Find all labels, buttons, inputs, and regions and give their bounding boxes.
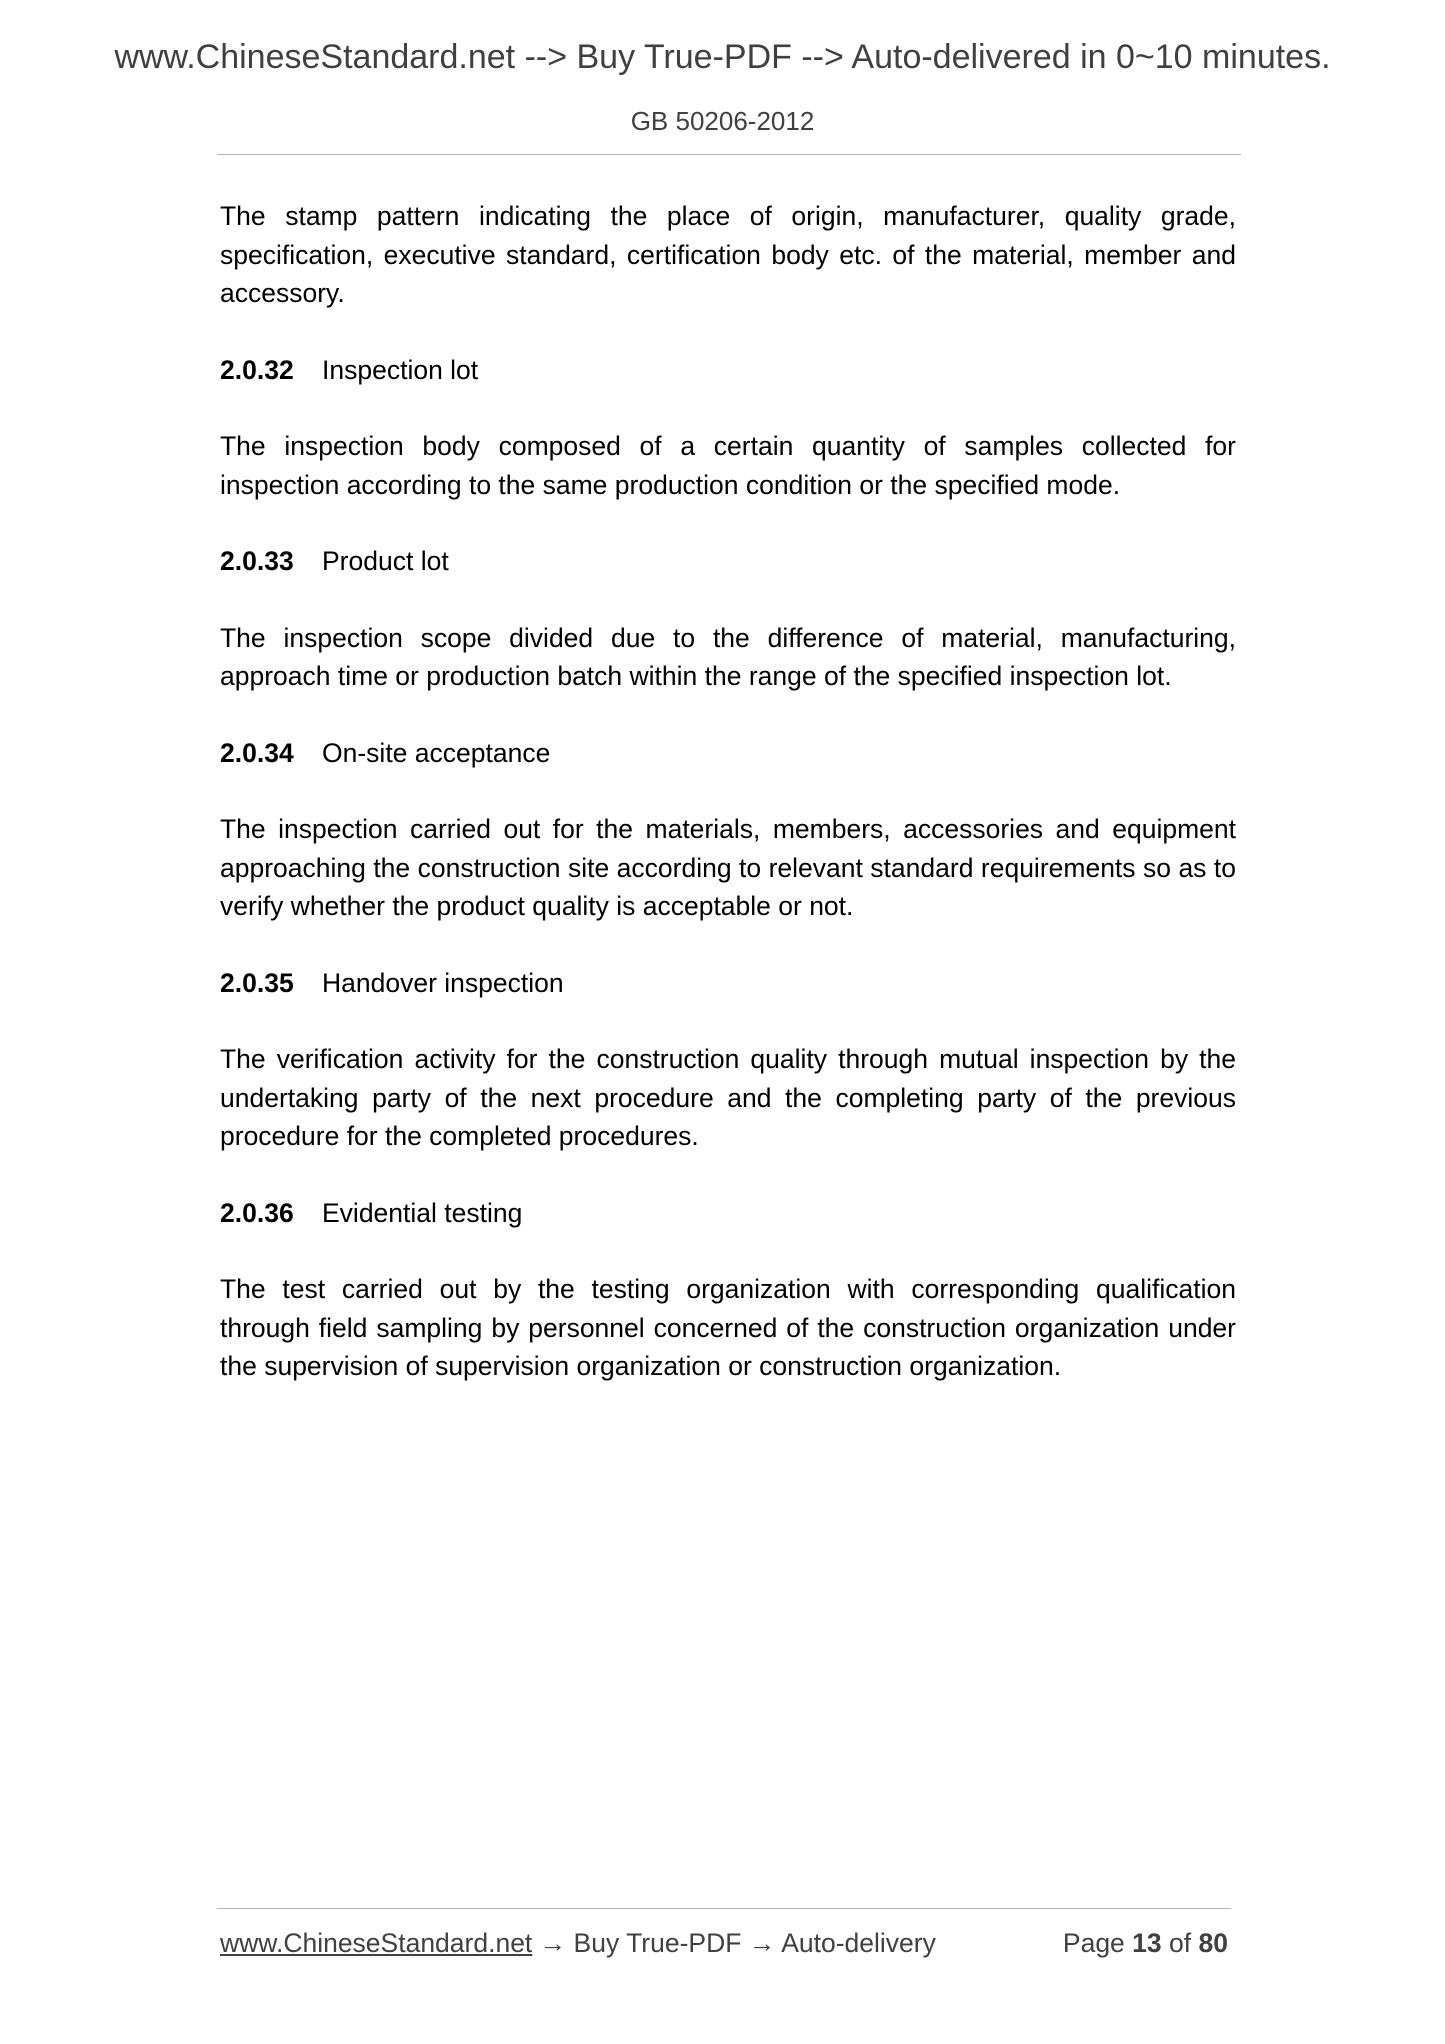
- arrow-right-icon: →: [539, 1928, 567, 1958]
- arrow-right-icon: →: [748, 1928, 776, 1958]
- clause-number: 2.0.36: [220, 1197, 294, 1228]
- footer-divider: [217, 1908, 1231, 1909]
- clause-number: 2.0.32: [220, 354, 294, 385]
- document-body: [220, 197, 1236, 1424]
- clause-heading: [220, 734, 1236, 773]
- clause-definition: The verification activity for the construction quality through mutual inspection by the undertaking party of the next procedure and the completing party of the previous procedure for the completed procedures.: [220, 1044, 1236, 1151]
- page-number: [1063, 1928, 1228, 1959]
- site-banner: www.ChineseStandard.net --> Buy True-PDF --> Auto-delivered in 0~10 minutes.: [114, 38, 1331, 76]
- clause-heading: [220, 1194, 1236, 1233]
- footer-delivery-text: Auto-delivery: [781, 1928, 936, 1958]
- page-label: Page: [1062, 1928, 1125, 1958]
- clause-definition: The test carried out by the testing organization with corresponding qualification through field sampling by personnel concerned of the construction organization under the supervision of supervision organization or construction organization.: [220, 1274, 1236, 1381]
- clause-heading: [220, 964, 1236, 1003]
- footer-buy-text: Buy True-PDF: [573, 1928, 742, 1958]
- clause-term: Inspection lot: [322, 354, 479, 385]
- clause-term: Evidential testing: [322, 1197, 523, 1228]
- footer-site-link[interactable]: www.ChineseStandard.net: [220, 1928, 533, 1958]
- clause-definition: The inspection body composed of a certain quantity of samples collected for inspection according to the same production condition or the specified mode.: [220, 431, 1236, 500]
- standard-code: GB 50206-2012: [630, 106, 815, 136]
- clause-heading: [220, 351, 1236, 390]
- footer-promo: [220, 1928, 936, 1959]
- clause-term: Product lot: [322, 546, 449, 576]
- intro-paragraph: The stamp pattern indicating the place of origin, manufacturer, quality grade, specification, executive standard, certification body etc. of the material, member and accessory.: [220, 201, 1236, 308]
- page-of: of: [1169, 1928, 1192, 1958]
- clause-number: 2.0.34: [220, 737, 294, 768]
- page-total: 80: [1198, 1928, 1228, 1958]
- clause-definition: The inspection scope divided due to the difference of material, manufacturing, approach time or production batch within the range of the specified inspection lot.: [220, 622, 1236, 691]
- clause-heading: [220, 542, 1236, 581]
- header-divider: [217, 154, 1241, 155]
- clause-number: 2.0.35: [220, 967, 294, 998]
- clause-term: On-site acceptance: [322, 737, 551, 768]
- clause-number: 2.0.33: [220, 546, 294, 576]
- clause-definition: The inspection carried out for the materials, members, accessories and equipment approaching the construction site according to relevant standard requirements so as to verify whether the product quality is acceptable or not.: [220, 814, 1236, 921]
- clause-term: Handover inspection: [322, 967, 564, 998]
- page-current: 13: [1132, 1928, 1162, 1958]
